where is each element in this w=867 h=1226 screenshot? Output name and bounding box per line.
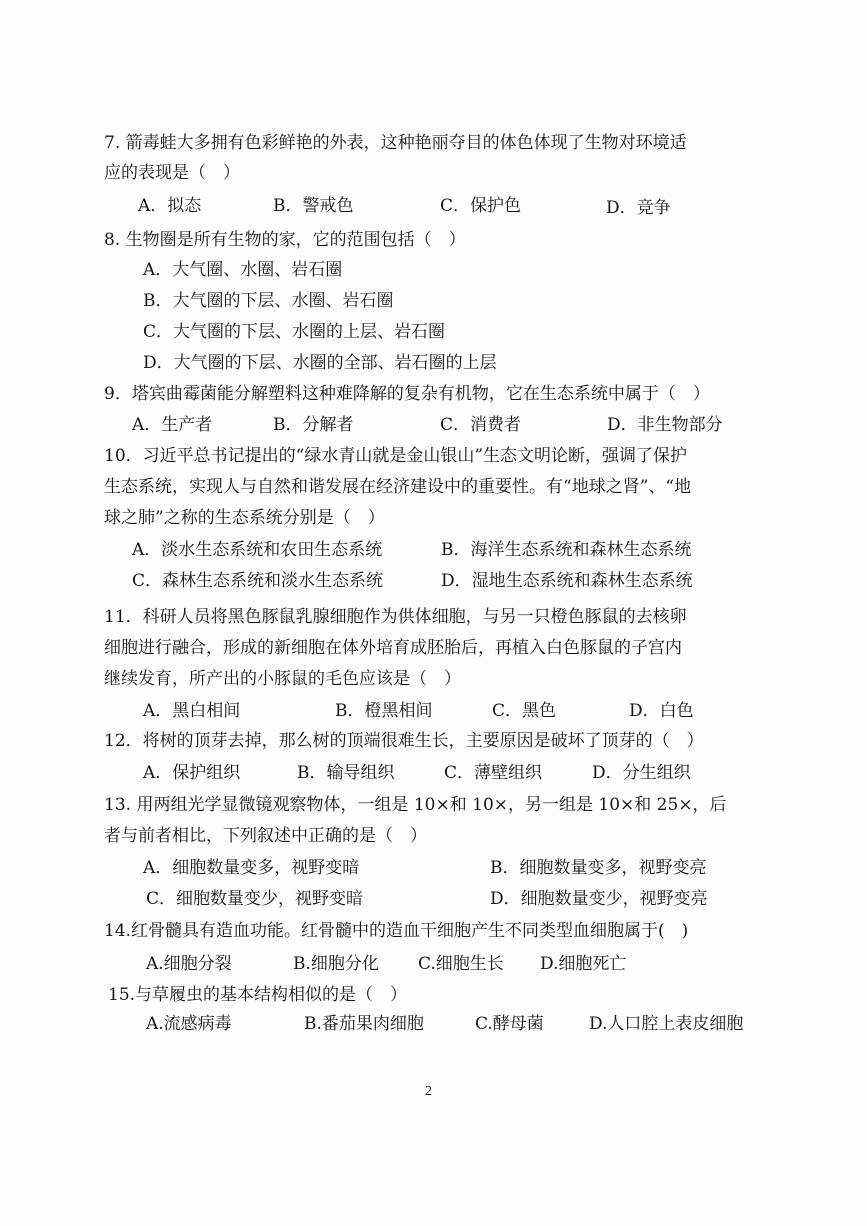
q11-option-b: B．橙黑相间 bbox=[335, 701, 433, 721]
q8-option-d: D．大气圈的下层、水圈的全部、岩石圈的上层 bbox=[143, 353, 497, 373]
q7-option-c: C．保护色 bbox=[440, 196, 522, 216]
q12-option-b: B．输导组织 bbox=[297, 763, 395, 783]
q15-option-b: B.番茄果肉细胞 bbox=[304, 1014, 424, 1034]
q13-option-d: D．细胞数量变少，视野变亮 bbox=[490, 889, 708, 909]
q11-stem-line-3: 继续发育，所产出的小豚鼠的毛色应该是（ ） bbox=[104, 669, 461, 689]
q11-option-d: D．白色 bbox=[629, 701, 694, 721]
q10-option-b: B．海洋生态系统和森林生态系统 bbox=[441, 540, 692, 560]
q10-option-c: C．森林生态系统和淡水生态系统 bbox=[132, 571, 384, 591]
q11-option-a: A．黑白相间 bbox=[143, 701, 241, 721]
q9-option-c: C．消费者 bbox=[440, 415, 522, 435]
q9-stem-line-1: 9．塔宾曲霉菌能分解塑料这种难降解的复杂有机物，它在生态系统中属于（ ） bbox=[104, 384, 710, 404]
q12-stem-line-1: 12．将树的顶芽去掉，那么树的顶端很难生长，主要原因是破坏了顶芽的（ ） bbox=[104, 731, 704, 751]
q7-option-a: A．拟态 bbox=[138, 196, 202, 216]
q7-option-b: B．警戒色 bbox=[273, 196, 354, 216]
q10-stem-line-3: 球之肺”之称的生态系统分别是（ ） bbox=[104, 508, 385, 528]
q15-stem-line-1: 15.与草履虫的基本结构相似的是（ ） bbox=[108, 985, 408, 1005]
q7-stem-line-1: 7. 箭毒蛙大多拥有色彩鲜艳的外表，这种艳丽夺目的体色体现了生物对环境适 bbox=[104, 133, 687, 153]
q14-stem-line-1: 14.红骨髓具有造血功能。红骨髓中的造血干细胞产生不同类型血细胞属于( ) bbox=[104, 921, 689, 941]
q13-stem-line-2: 者与前者相比，下列叙述中正确的是（ ） bbox=[104, 826, 427, 846]
page-number: 2 bbox=[425, 1084, 432, 1099]
q11-option-c: C．黑色 bbox=[492, 701, 557, 721]
q13-option-c: C．细胞数量变少，视野变暗 bbox=[146, 889, 364, 909]
q10-option-d: D．湿地生态系统和森林生态系统 bbox=[441, 571, 693, 591]
q8-option-c: C．大气圈的下层、水圈的上层、岩石圈 bbox=[143, 322, 446, 342]
q10-stem-line-2: 生态系统，实现人与自然和谐发展在经济建设中的重要性。有“地球之肾”、“地 bbox=[104, 477, 692, 497]
q12-option-a: A．保护组织 bbox=[143, 763, 241, 783]
q9-option-a: A．生产者 bbox=[132, 415, 213, 435]
q15-option-a: A.流感病毒 bbox=[146, 1014, 232, 1034]
q7-stem-line-2: 应的表现是（ ） bbox=[104, 163, 240, 183]
q7-option-d: D．竞争 bbox=[606, 198, 671, 218]
q12-option-d: D．分生组织 bbox=[592, 763, 691, 783]
q15-option-d: D.人口腔上表皮细胞 bbox=[589, 1014, 744, 1034]
q14-option-d: D.细胞死亡 bbox=[540, 954, 627, 974]
q14-option-c: C.细胞生长 bbox=[418, 954, 504, 974]
q8-stem-line-1: 8. 生物圈是所有生物的家，它的范围包括（ ） bbox=[104, 230, 466, 250]
q13-stem-line-1: 13. 用两组光学显微镜观察物体，一组是 10×和 10×，另一组是 10×和 25×，后 bbox=[104, 795, 727, 815]
q8-option-b: B．大气圈的下层、水圈、岩石圈 bbox=[143, 291, 394, 311]
q14-option-a: A.细胞分裂 bbox=[146, 954, 232, 974]
q11-stem-line-1: 11．科研人员将黑色豚鼠乳腺细胞作为供体细胞，与另一只橙色豚鼠的去核卵 bbox=[104, 607, 687, 627]
q13-option-a: A．细胞数量变多，视野变暗 bbox=[143, 858, 360, 878]
q9-option-d: D．非生物部分 bbox=[607, 415, 723, 435]
q10-option-a: A．淡水生态系统和农田生态系统 bbox=[132, 540, 383, 560]
q14-option-b: B.细胞分化 bbox=[293, 954, 379, 974]
q10-stem-line-1: 10．习近平总书记提出的“绿水青山就是金山银山”生态文明论断，强调了保护 bbox=[104, 446, 688, 466]
q13-option-b: B．细胞数量变多，视野变亮 bbox=[490, 858, 707, 878]
q8-option-a: A．大气圈、水圈、岩石圈 bbox=[143, 260, 343, 280]
q9-option-b: B．分解者 bbox=[273, 415, 354, 435]
q15-option-c: C.酵母菌 bbox=[475, 1014, 544, 1034]
q11-stem-line-2: 细胞进行融合，形成的新细胞在体外培育成胚胎后，再植入白色豚鼠的子宫内 bbox=[104, 638, 682, 658]
q12-option-c: C．薄壁组织 bbox=[444, 763, 543, 783]
